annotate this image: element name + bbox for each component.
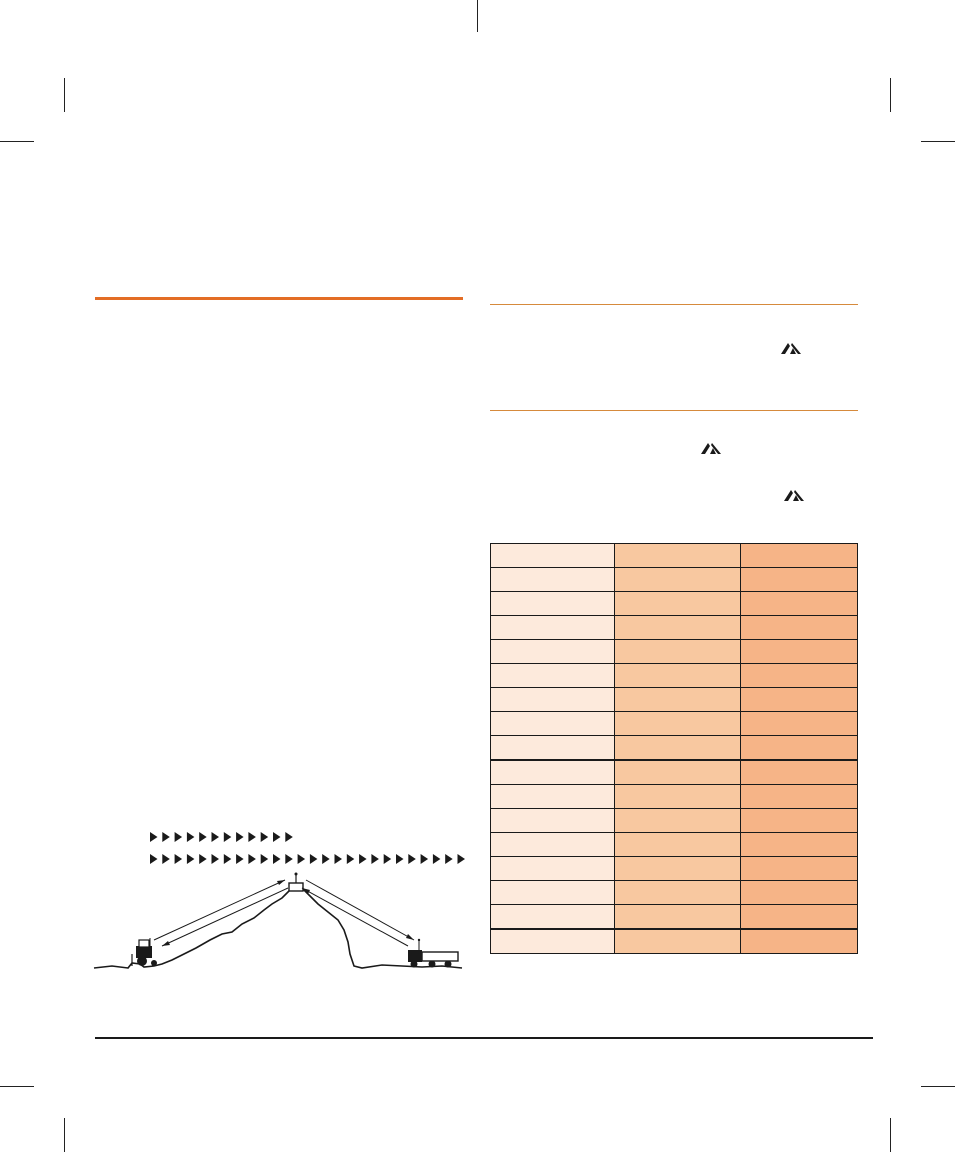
repeater-mountain-icon [780, 488, 806, 502]
table-cell [741, 809, 858, 833]
triangle-right-icon [310, 854, 318, 864]
table-row [491, 568, 858, 592]
triangle-right-icon [224, 832, 232, 842]
triangle-right-icon [187, 854, 195, 864]
triangle-right-icon [162, 854, 170, 864]
triangle-right-icon [236, 832, 244, 842]
repeater-mountain-icon [777, 341, 803, 355]
table-cell [741, 544, 858, 568]
triangle-right-icon [224, 854, 232, 864]
triangle-right-icon [322, 854, 330, 864]
crop-mark-bottom-right-vertical [890, 1118, 891, 1152]
triangle-right-icon [150, 832, 158, 842]
table-cell [491, 592, 615, 616]
triangle-right-icon [175, 854, 183, 864]
truck-icon [408, 939, 458, 968]
table-cell [741, 640, 858, 664]
arrow-row-long [150, 853, 470, 865]
repeater-illustration [92, 868, 472, 976]
table-cell [615, 544, 741, 568]
table-row [491, 712, 858, 736]
table-cell [741, 712, 858, 736]
table-cell [615, 640, 741, 664]
triangle-right-icon [433, 854, 441, 864]
table-cell [615, 905, 741, 930]
arrow-row-short [150, 831, 302, 843]
table-cell [615, 736, 741, 761]
table-cell [615, 568, 741, 592]
tractor-icon [132, 938, 157, 966]
table-row [491, 929, 858, 954]
crop-mark-top-left-vertical [64, 78, 65, 112]
triangle-right-icon [384, 854, 392, 864]
table-row [491, 664, 858, 688]
table-row [491, 833, 858, 857]
crop-mark-bottom-right-horizontal [921, 1086, 955, 1087]
table-cell [491, 905, 615, 930]
triangle-right-icon [273, 832, 281, 842]
table-cell [741, 881, 858, 905]
triangle-right-icon [150, 853, 470, 865]
table-cell [615, 833, 741, 857]
table-row [491, 760, 858, 785]
crop-mark-top-left-horizontal [0, 141, 34, 142]
triangle-right-icon [285, 854, 293, 864]
table-cell [491, 929, 615, 954]
table-cell [491, 760, 615, 785]
triangle-right-icon [261, 832, 269, 842]
triangle-right-icon [175, 832, 183, 842]
triangle-right-icon [408, 854, 416, 864]
table-cell [615, 760, 741, 785]
table-row [491, 857, 858, 881]
table-row [491, 809, 858, 833]
repeater-tower-icon [289, 873, 303, 892]
table-cell [615, 929, 741, 954]
section-rule-right-2 [490, 410, 858, 411]
crop-mark-top-right-horizontal [921, 141, 955, 142]
table-cell [491, 616, 615, 640]
repeater-mountain-icon [697, 441, 723, 455]
triangle-right-icon [248, 854, 256, 864]
table-cell [741, 929, 858, 954]
table-row [491, 905, 858, 930]
table-cell [615, 881, 741, 905]
table-cell [491, 664, 615, 688]
triangle-right-icon [335, 854, 343, 864]
triangle-right-icon [187, 832, 195, 842]
triangle-right-icon [199, 832, 207, 842]
triangle-right-icon [458, 854, 466, 864]
table-cell [615, 664, 741, 688]
table-cell [741, 688, 858, 712]
table-row [491, 592, 858, 616]
table-cell [741, 905, 858, 930]
table-cell [741, 664, 858, 688]
table-cell [615, 688, 741, 712]
triangle-right-icon [212, 854, 220, 864]
crop-mark-bottom-left-vertical [64, 1118, 65, 1152]
section-rule-left [95, 297, 463, 300]
table-cell [491, 857, 615, 881]
table-cell [615, 616, 741, 640]
table-row [491, 640, 858, 664]
channel-table [490, 543, 858, 954]
table-row [491, 785, 858, 809]
table-cell [491, 881, 615, 905]
table-cell [615, 857, 741, 881]
table-cell [741, 857, 858, 881]
crop-mark-bottom-left-horizontal [0, 1086, 34, 1087]
table-row [491, 616, 858, 640]
table-cell [741, 785, 858, 809]
table-row [491, 544, 858, 568]
triangle-right-icon [236, 854, 244, 864]
crop-mark-top-right-vertical [890, 78, 891, 112]
table-cell [741, 568, 858, 592]
section-rule-right-1 [490, 304, 858, 305]
table-cell [491, 785, 615, 809]
triangle-right-icon [162, 832, 170, 842]
table-cell [491, 688, 615, 712]
table-cell [615, 592, 741, 616]
table-cell [491, 544, 615, 568]
triangle-right-icon [285, 832, 293, 842]
table-cell [491, 568, 615, 592]
triangle-right-icon [445, 854, 453, 864]
triangle-right-icon [396, 854, 404, 864]
table-cell [491, 736, 615, 761]
triangle-right-icon [359, 854, 367, 864]
table-cell [491, 833, 615, 857]
triangle-right-icon [150, 854, 158, 864]
triangle-right-icon [248, 832, 256, 842]
triangle-right-icon [261, 854, 269, 864]
triangle-right-icon [150, 831, 302, 843]
table-row [491, 736, 858, 761]
table-cell [741, 616, 858, 640]
triangle-right-icon [371, 854, 379, 864]
table-cell [615, 712, 741, 736]
triangle-right-icon [212, 832, 220, 842]
table-cell [491, 809, 615, 833]
footer-rule [95, 1037, 873, 1039]
table-cell [491, 712, 615, 736]
triangle-right-icon [347, 854, 355, 864]
table-row [491, 688, 858, 712]
table-cell [741, 736, 858, 761]
table-cell [615, 809, 741, 833]
table-cell [741, 760, 858, 785]
triangle-right-icon [421, 854, 429, 864]
table-cell [741, 833, 858, 857]
table-cell [615, 785, 741, 809]
crop-mark-top-center [477, 0, 478, 32]
table-row [491, 881, 858, 905]
triangle-right-icon [199, 854, 207, 864]
table-cell [741, 592, 858, 616]
triangle-right-icon [298, 854, 306, 864]
table-cell [491, 640, 615, 664]
triangle-right-icon [273, 854, 281, 864]
